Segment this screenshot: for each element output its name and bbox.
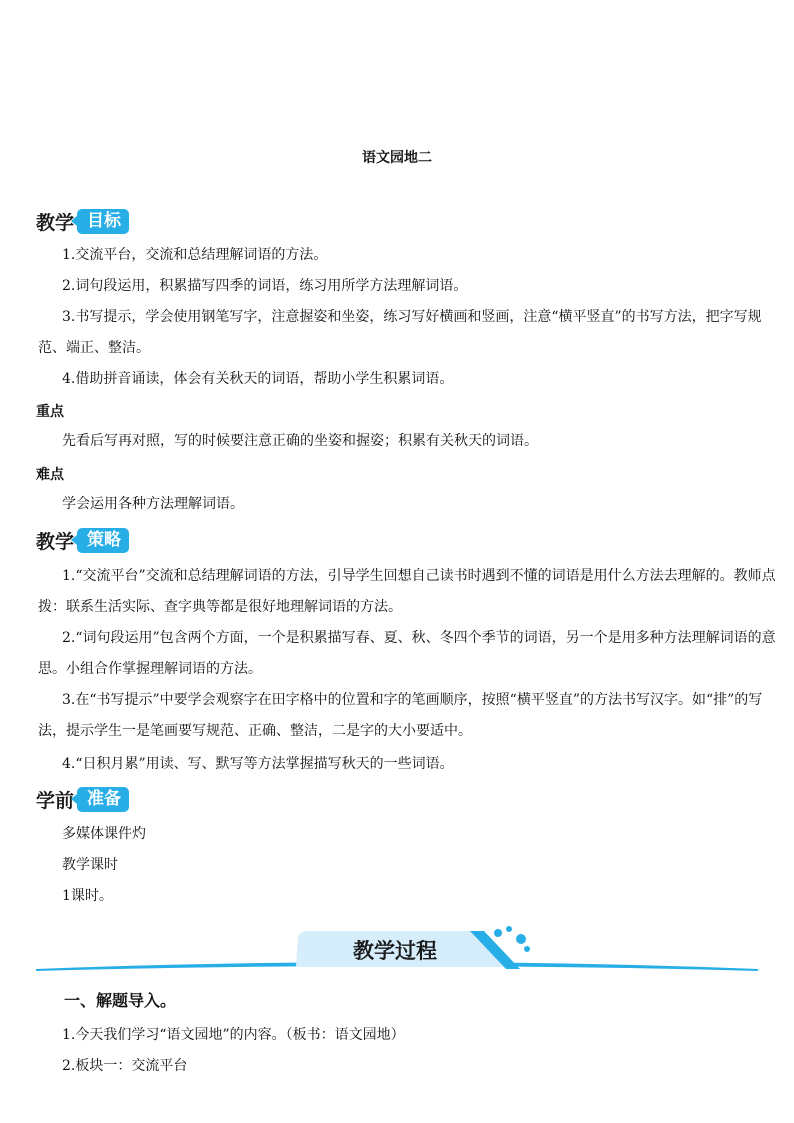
difficult-text: 学会运用各种方法理解词语。: [62, 496, 244, 512]
goal-item: 4.借助拼音诵读，体会有关秋天的词语，帮助小学生积累词语。: [62, 371, 454, 387]
goals-heading-left: 教学: [36, 211, 75, 234]
page-title: 语文园地二: [362, 150, 432, 166]
strategy-item: 3.在“书写提示”中要学会观察字在田字格中的位置和字的笔画顺序，按照“横平竖直”的方法书写汉字。如“排”的写法，提示学生一是笔画要写规范、正确、整洁，二是字的大小要适中。: [38, 692, 763, 739]
goals-heading: [36, 207, 129, 235]
strategy-heading: [36, 526, 129, 554]
goal-item-wrap: [38, 302, 778, 364]
prep-item: 1课时。: [62, 888, 113, 904]
difficult-label: 难点: [36, 467, 64, 483]
prep-item: 教学课时: [62, 857, 118, 873]
prep-item: 多媒体课件灼: [62, 826, 146, 842]
banner-splash-dot: [506, 926, 512, 932]
key-text: 先看后写再对照，写的时候要注意正确的坐姿和握姿；积累有关秋天的词语。: [62, 433, 538, 449]
strategy-item: 1.“交流平台”交流和总结理解词语的方法，引导学生回想自己读书时遇到不懂的词语是用什么方法去理解的。教师点拨：联系生活实际、查字典等都是很好地理解词语的方法。: [38, 568, 776, 615]
key-label: 重点: [36, 404, 64, 420]
process-banner-title: 教学过程: [353, 939, 437, 963]
goal-item: 3.书写提示，学会使用钢笔写字，注意握姿和坐姿，练习写好横画和竖画，注意“横平竖直”的书写方法，把字写规范、端正、整洁。: [38, 309, 762, 356]
process-item: 1.今天我们学习“语文园地”的内容。（板书：语文园地）: [62, 1027, 405, 1043]
goal-item: 1.交流平台，交流和总结理解词语的方法。: [62, 247, 328, 263]
strategy-item-wrap: [38, 561, 778, 623]
goal-item: 2.词句段运用，积累描写四季的词语，练习用所学方法理解词语。: [62, 278, 468, 294]
strategy-item: 4.“日积月累”用读、写、默写等方法掌握描写秋天的一些词语。: [62, 756, 454, 772]
prep-heading-tag: 准备: [77, 787, 129, 812]
banner-splash-dot: [494, 929, 502, 937]
strategy-item-wrap: [38, 685, 778, 747]
section-title: 一、解题导入。: [64, 991, 177, 1010]
banner-splash-dot: [524, 946, 530, 952]
process-item: 2.板块一：交流平台: [62, 1058, 188, 1074]
banner-splash-dot: [516, 934, 526, 944]
prep-heading-left: 学前: [36, 789, 75, 812]
goals-heading-tag: 目标: [77, 209, 129, 234]
prep-heading: [36, 785, 129, 813]
strategy-item: 2.“词句段运用”包含两个方面，一个是积累描写春、夏、秋、冬四个季节的词语，另一个是用多种方法理解词语的意思。小组合作掌握理解词语的方法。: [38, 630, 776, 677]
strategy-item-wrap: [38, 623, 778, 685]
strategy-heading-left: 教学: [36, 530, 75, 553]
strategy-heading-tag: 策略: [77, 528, 129, 553]
